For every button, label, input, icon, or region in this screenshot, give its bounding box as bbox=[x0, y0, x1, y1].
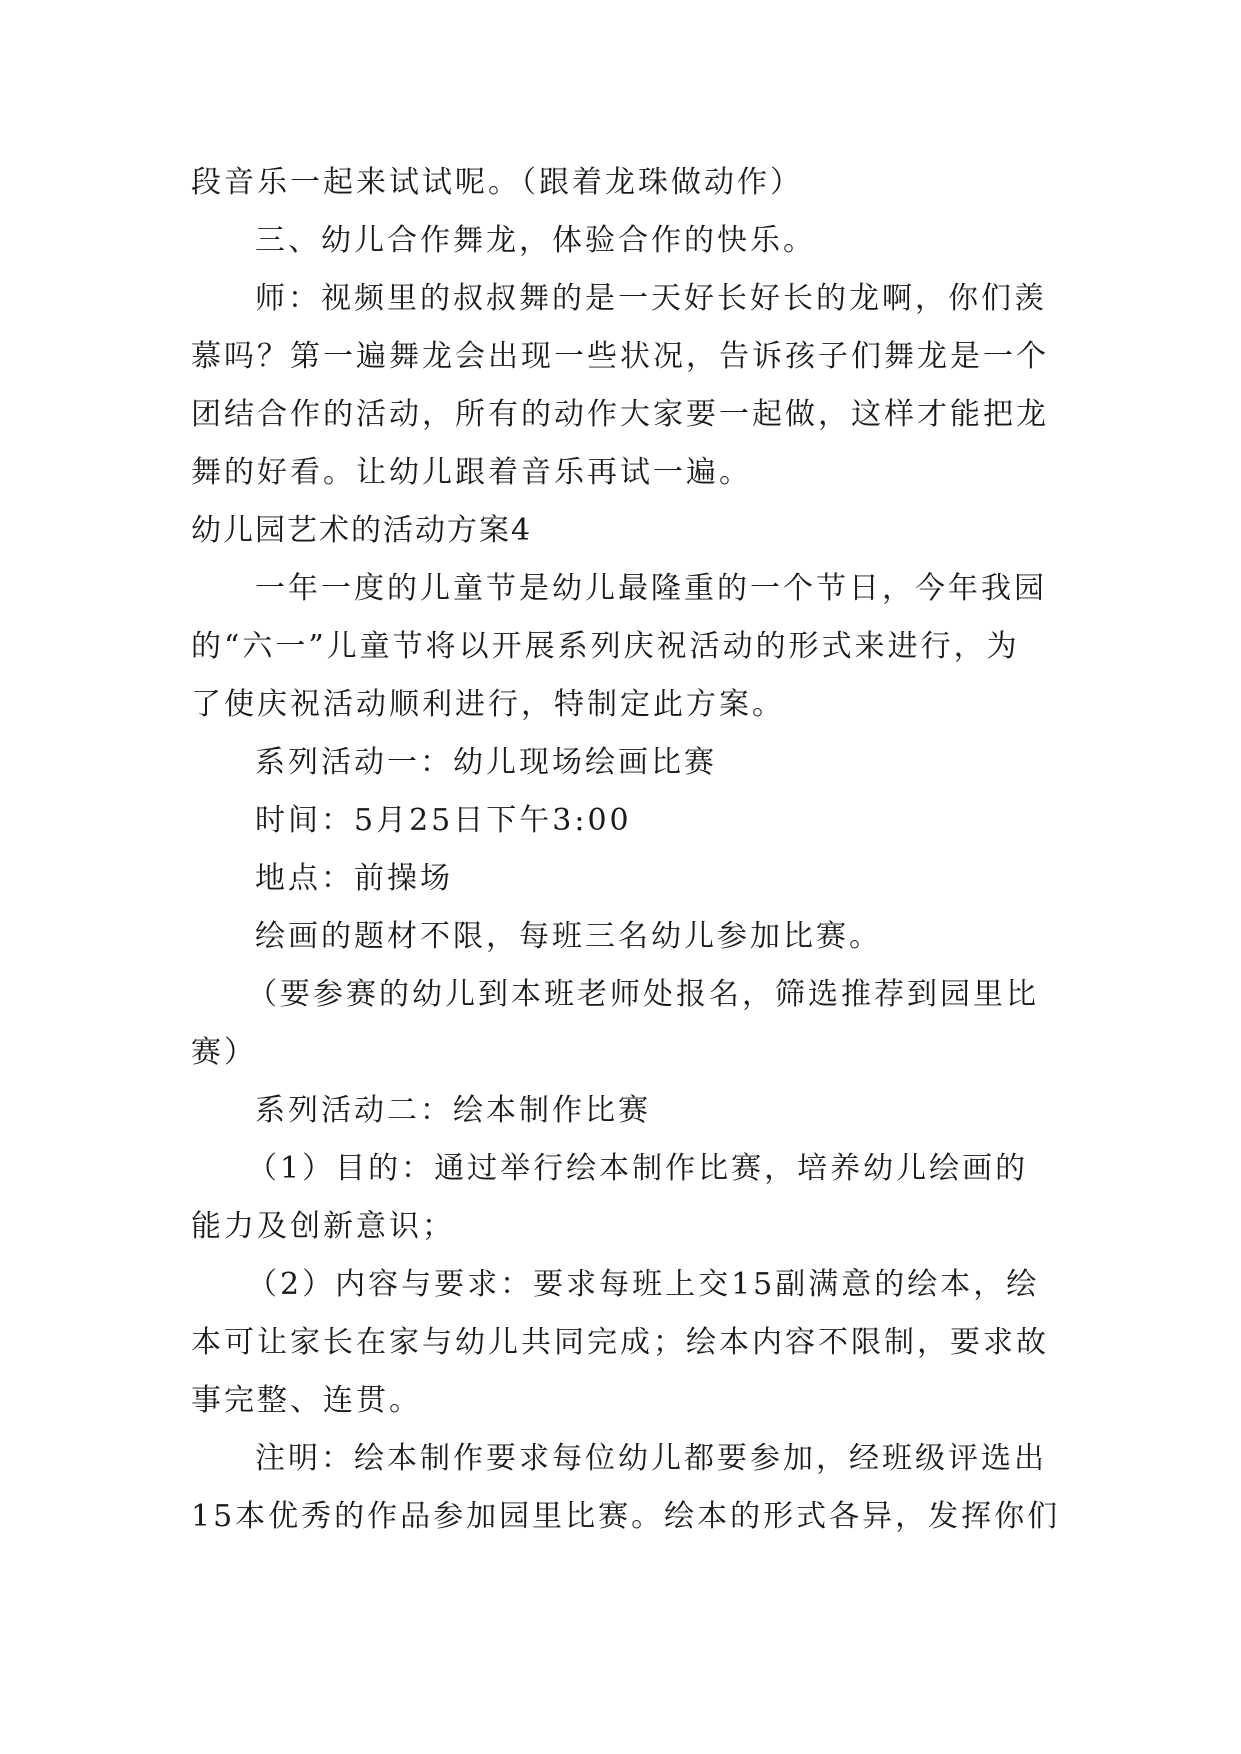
plan-title: 幼儿园艺术的活动方案4 bbox=[191, 513, 533, 548]
intro-paragraph-line: 一年一度的儿童节是幼儿最隆重的一个节日，今年我园 bbox=[255, 571, 1047, 606]
activity-two-note: 15本优秀的作品参加园里比赛。绘本的形式各异，发挥你们 bbox=[191, 1499, 1061, 1534]
intro-paragraph-line: 的“六一”儿童节将以开展系列庆祝活动的形式来进行，为 bbox=[191, 629, 1020, 664]
activity-two-purpose: 能力及创新意识； bbox=[191, 1209, 455, 1244]
activity-one-signup-note: （要参赛的幼儿到本班老师处报名，筛选推荐到园里比 bbox=[247, 977, 1039, 1012]
paragraph-teacher-line: 师：视频里的叔叔舞的是一天好长好长的龙啊，你们羡 bbox=[255, 281, 1047, 316]
paragraph-teacher-line: 团结合作的活动，所有的动作大家要一起做，这样才能把龙 bbox=[191, 397, 1049, 432]
activity-two-purpose: （1）目的：通过举行绘本制作比赛，培养幼儿绘画的 bbox=[247, 1151, 1029, 1186]
activity-two-requirements: （2）内容与要求：要求每班上交15副满意的绘本，绘 bbox=[247, 1267, 1040, 1302]
activity-one-heading: 系列活动一：幼儿现场绘画比赛 bbox=[255, 745, 717, 780]
activity-one-location: 地点：前操场 bbox=[255, 861, 453, 896]
intro-paragraph-line: 了使庆祝活动顺利进行，特制定此方案。 bbox=[191, 687, 785, 722]
activity-one-rules: 绘画的题材不限，每班三名幼儿参加比赛。 bbox=[255, 919, 882, 954]
document-body bbox=[191, 154, 1061, 1546]
paragraph-teacher-line: 慕吗？第一遍舞龙会出现一些状况，告诉孩子们舞龙是一个 bbox=[191, 339, 1049, 374]
paragraph-teacher-line: 舞的好看。让幼儿跟着音乐再试一遍。 bbox=[191, 455, 752, 490]
activity-two-requirements: 事完整、连贯。 bbox=[191, 1383, 422, 1418]
text-line-continuation: 段音乐一起来试试呢。（跟着龙珠做动作） bbox=[191, 165, 803, 200]
section-heading-three: 三、幼儿合作舞龙，体验合作的快乐。 bbox=[255, 223, 816, 258]
activity-two-note: 注明：绘本制作要求每位幼儿都要参加，经班级评选出 bbox=[255, 1441, 1047, 1476]
activity-two-heading: 系列活动二：绘本制作比赛 bbox=[255, 1093, 651, 1128]
activity-one-time: 时间：5月25日下午3:00 bbox=[255, 803, 632, 838]
activity-one-signup-note: 赛） bbox=[191, 1035, 257, 1070]
activity-two-requirements: 本可让家长在家与幼儿共同完成；绘本内容不限制，要求故 bbox=[191, 1325, 1049, 1360]
